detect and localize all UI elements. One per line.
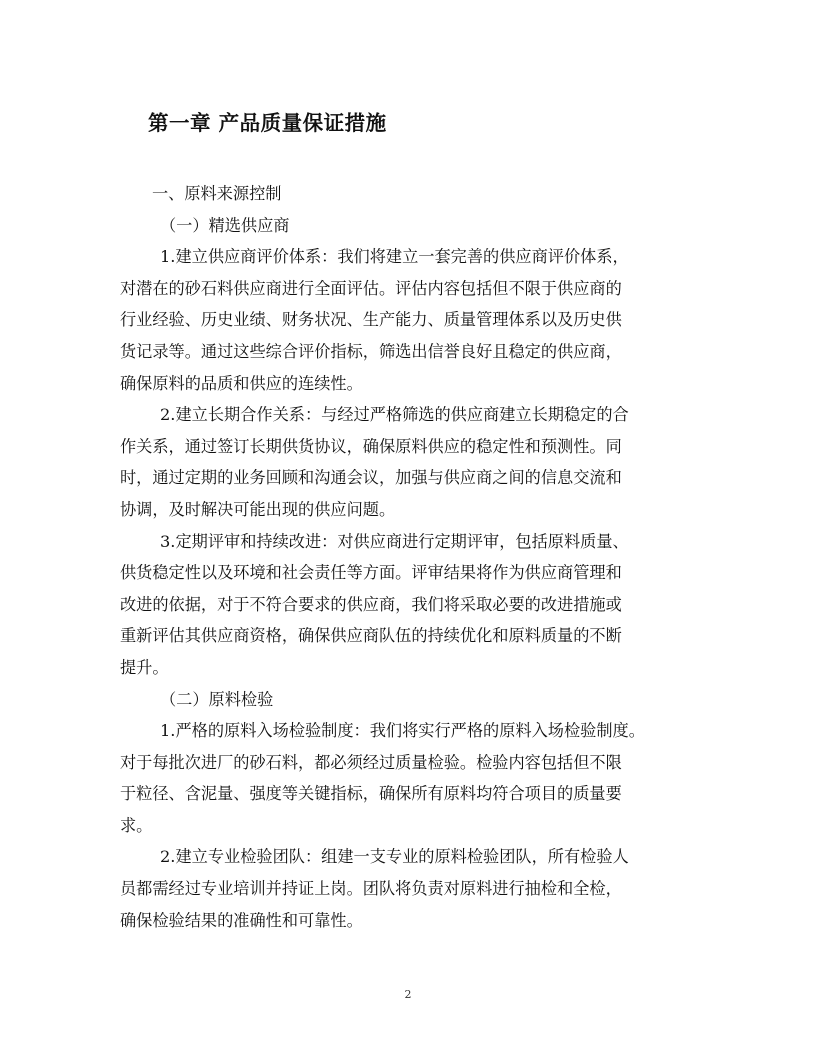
paragraph-line: 对于每批次进厂的砂石料，都必须经过质量检验。检验内容包括但不限 (120, 752, 622, 772)
paragraph-line: 3.定期评审和持续改进：对供应商进行定期评审，包括原料质量、 (160, 531, 629, 551)
paragraph-line: 求。 (120, 815, 153, 835)
paragraph-line: 重新评估其供应商资格，确保供应商队伍的持续优化和原料质量的不断 (120, 626, 622, 646)
paragraph-line: 行业经验、历史业绩、财务状况、生产能力、质量管理体系以及历史供 (120, 310, 622, 330)
paragraph-line: 协调，及时解决可能出现的供应问题。 (120, 499, 396, 519)
paragraph-line: 1.严格的原料入场检验制度：我们将实行严格的原料入场检验制度。 (160, 721, 645, 741)
paragraph-line: 确保检验结果的准确性和可靠性。 (120, 910, 363, 930)
paragraph-line: 供货稳定性以及环境和社会责任等方面。评审结果将作为供应商管理和 (120, 563, 622, 583)
paragraph-line: 货记录等。通过这些综合评价指标，筛选出信誉良好且稳定的供应商， (120, 341, 622, 361)
subsection-heading: （二）原料检验 (160, 689, 274, 709)
paragraph-line: 时，通过定期的业务回顾和沟通会议，加强与供应商之间的信息交流和 (120, 468, 622, 488)
paragraph-line: 2.建立长期合作关系：与经过严格筛选的供应商建立长期稳定的合 (160, 405, 629, 425)
paragraph-line: 对潜在的砂石料供应商进行全面评估。评估内容包括但不限于供应商的 (120, 278, 622, 298)
paragraph-line: 员都需经过专业培训并持证上岗。团队将负责对原料进行抽检和全检， (120, 879, 622, 899)
paragraph-line: 于粒径、含泥量、强度等关键指标，确保所有原料均符合项目的质量要 (120, 784, 622, 804)
paragraph-line: 提升。 (120, 657, 169, 677)
subsection-heading: （一）精选供应商 (160, 215, 290, 235)
paragraph-line: 确保原料的品质和供应的连续性。 (120, 373, 363, 393)
page-number: 2 (404, 988, 412, 1001)
paragraph-line: 2.建立专业检验团队：组建一支专业的原料检验团队，所有检验人 (160, 847, 629, 867)
body-text (120, 178, 704, 936)
section-heading: 一、原料来源控制 (152, 184, 282, 203)
paragraph-line: 改进的依据，对于不符合要求的供应商，我们将采取必要的改进措施或 (120, 594, 622, 614)
paragraph-line: 作关系，通过签订长期供货协议，确保原料供应的稳定性和预测性。同 (120, 436, 622, 456)
chapter-title: 第一章 产品质量保证措施 (148, 111, 387, 135)
paragraph-line: 1.建立供应商评价体系：我们将建立一套完善的供应商评价体系， (160, 247, 629, 267)
